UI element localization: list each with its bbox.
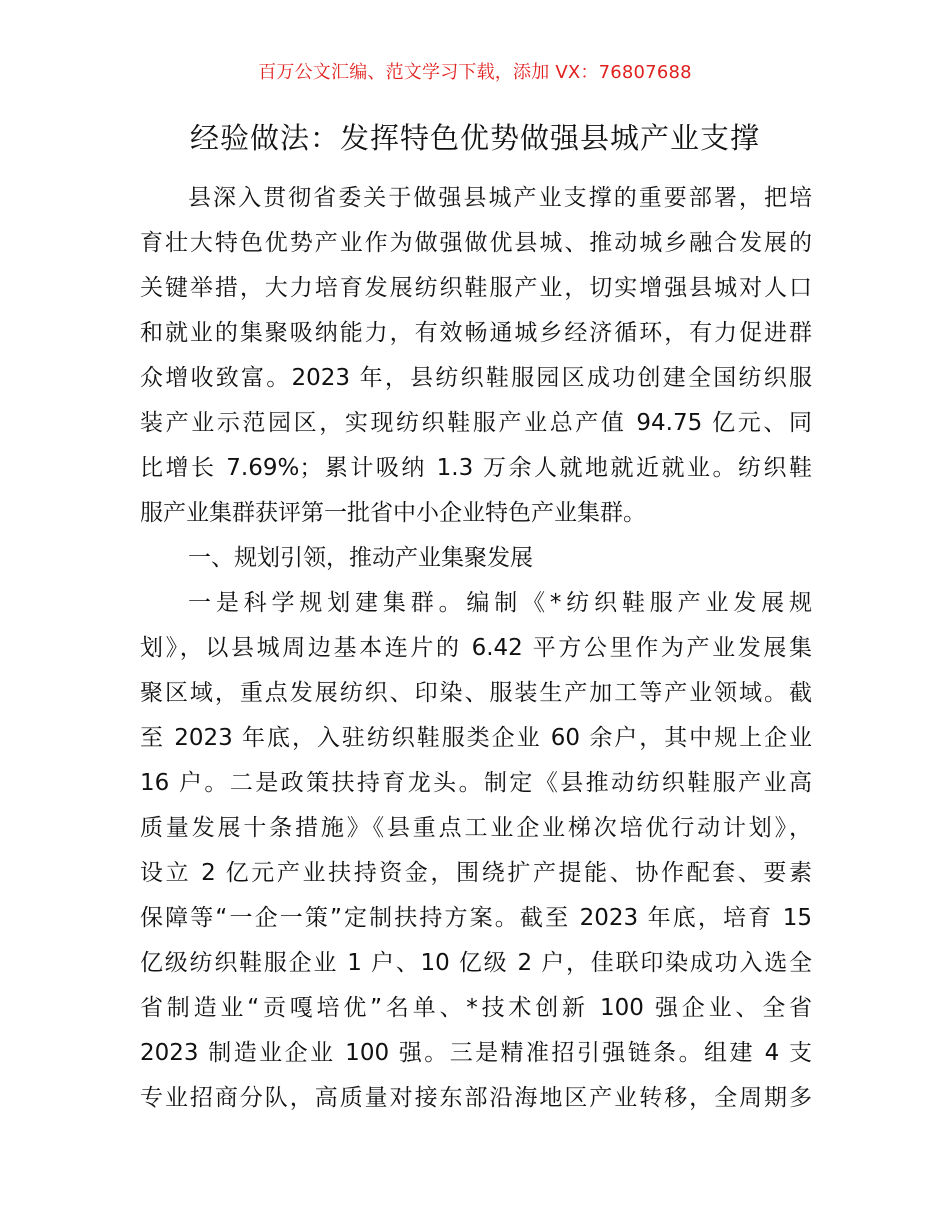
document-body <box>140 176 812 1121</box>
text-line: 一是科学规划建集群。编制《*纺织鞋服产业发展规 <box>188 590 812 616</box>
section-heading: 一、规划引领，推动产业集聚发展 <box>188 545 533 571</box>
text-line: 省制造业“贡嘎培优”名单、*技术创新 100 强企业、全省 <box>140 995 812 1021</box>
text-line: 亿级纺织鞋服企业 1 户、10 亿级 2 户，佳联印染成功入选全 <box>140 950 812 976</box>
text-line: 聚区域，重点发展纺织、印染、服装生产加工等产业领域。截 <box>140 680 812 706</box>
document-title: 经验做法：发挥特色优势做强县城产业支撑 <box>189 121 760 155</box>
text-line: 质量发展十条措施》《县重点工业企业梯次培优行动计划》， <box>140 815 812 841</box>
watermark-banner: 百万公文汇编、范文学习下载，添加 VX：76807688 <box>258 62 692 83</box>
text-line: 育壮大特色优势产业作为做强做优县城、推动城乡融合发展的 <box>140 230 812 256</box>
text-line: 众增收致富。2023 年，县纺织鞋服园区成功创建全国纺织服 <box>140 365 812 391</box>
text-line: 专业招商分队，高质量对接东部沿海地区产业转移，全周期多 <box>140 1085 812 1111</box>
text-line: 至 2023 年底，入驻纺织鞋服类企业 60 余户，其中规上企业 <box>140 725 812 751</box>
text-line: 设立 2 亿元产业扶持资金，围绕扩产提能、协作配套、要素 <box>140 860 812 886</box>
text-line: 关键举措，大力培育发展纺织鞋服产业，切实增强县城对人口 <box>140 275 812 301</box>
text-line: 2023 制造业企业 100 强。三是精准招引强链条。组建 4 支 <box>140 1040 812 1066</box>
paragraph-planning <box>140 581 812 1121</box>
text-line: 和就业的集聚吸纳能力，有效畅通城乡经济循环，有力促进群 <box>140 320 812 346</box>
text-line: 比增长 7.69%；累计吸纳 1.3 万余人就地就近就业。纺织鞋 <box>140 455 812 481</box>
text-line: 装产业示范园区，实现纺织鞋服产业总产值 94.75 亿元、同 <box>140 410 812 436</box>
text-line: 划》，以县城周边基本连片的 6.42 平方公里作为产业发展集 <box>140 635 812 661</box>
text-line: 16 户。二是政策扶持育龙头。制定《县推动纺织鞋服产业高 <box>140 770 812 796</box>
text-line: 保障等“一企一策”定制扶持方案。截至 2023 年底，培育 15 <box>140 905 812 931</box>
text-line: 服产业集群获评第一批省中小企业特色产业集群。 <box>140 500 646 526</box>
text-line: 县深入贯彻省委关于做强县城产业支撑的重要部署，把培 <box>188 185 812 211</box>
paragraph-intro <box>140 176 812 536</box>
